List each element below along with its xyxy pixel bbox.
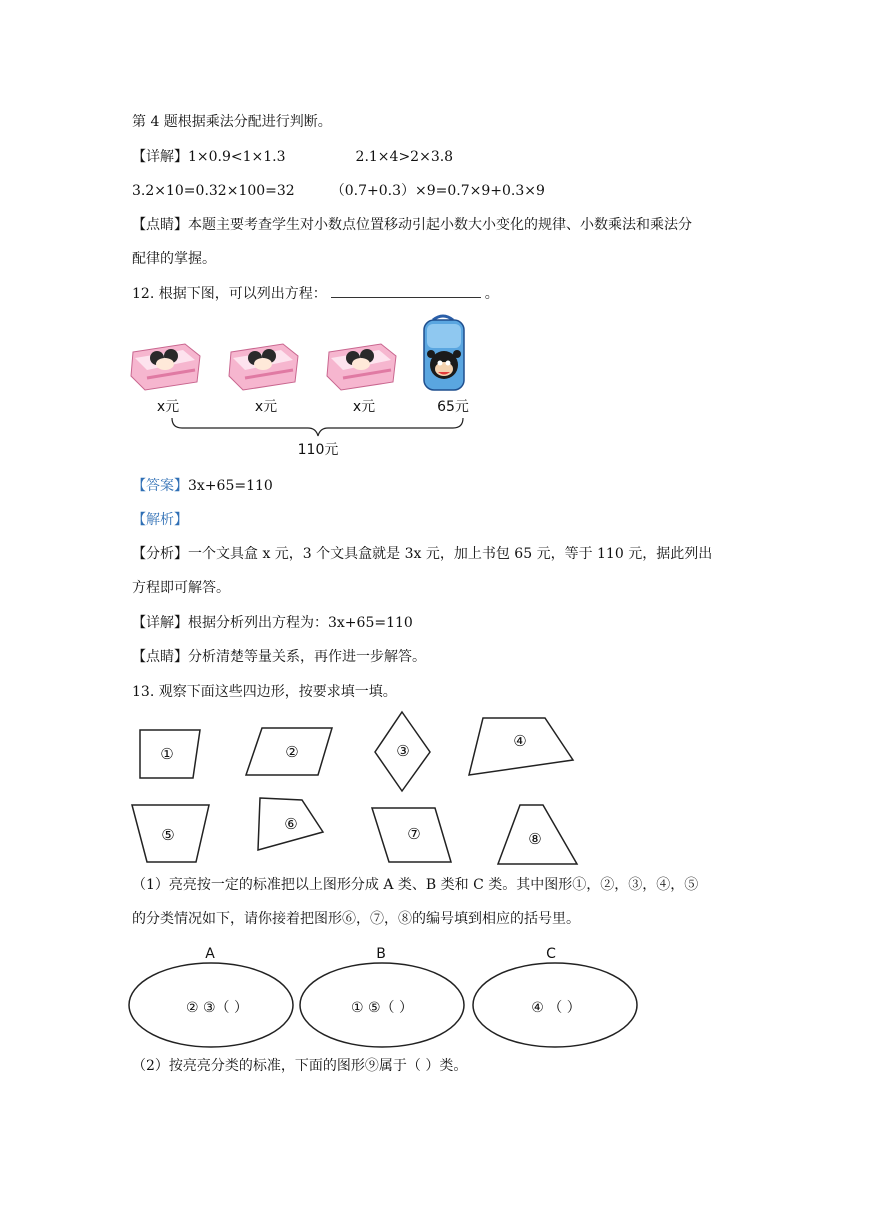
set-b-name: B bbox=[376, 946, 386, 962]
set-a-name: A bbox=[205, 946, 215, 962]
set-a-content[interactable]: ② ③（ ） bbox=[185, 1000, 249, 1016]
shape-5-label: ⑤ bbox=[161, 826, 175, 844]
text-line: 【分析】一个文具盒 x 元，3 个文具盒就是 3x 元，加上书包 65 元，等于 110 元，据此列出 bbox=[132, 546, 713, 562]
total-price: 110元 bbox=[297, 442, 339, 458]
text-line: 【详解】根据分析列出方程为：3x+65=110 bbox=[132, 615, 413, 631]
text-line: （1）亮亮按一定的标准把以上图形分成 A 类、B 类和 C 类。其中图形①，②，③，④，⑤ bbox=[132, 877, 699, 893]
shape-2-label: ② bbox=[285, 743, 299, 761]
text-line: （2）按亮亮分类的标准，下面的图形⑨属于（ ）类。 bbox=[132, 1058, 468, 1074]
shape-4-label: ④ bbox=[513, 732, 527, 750]
box-1-price: x元 bbox=[156, 399, 180, 415]
question-12-text: 12. 根据下图，可以列出方程： bbox=[132, 286, 327, 302]
shape-1-label: ① bbox=[160, 745, 174, 763]
text-line: 【点睛】分析清楚等量关系，再作进一步解答。 bbox=[132, 649, 426, 665]
shape-6-label: ⑥ bbox=[284, 815, 298, 833]
shape-7-label: ⑦ bbox=[407, 825, 421, 843]
box-3-price: x元 bbox=[352, 399, 376, 415]
equation-a: 3.2×10=0.32×100=32 bbox=[132, 183, 295, 199]
text-line: 的分类情况如下，请你接着把图形⑥，⑦，⑧的编号填到相应的括号里。 bbox=[132, 911, 580, 927]
question-12-end: 。 bbox=[484, 286, 499, 302]
detail-part-b: 2.1×4>2×3.8 bbox=[355, 149, 454, 165]
answer-tag: 【答案】 bbox=[132, 478, 188, 494]
shape-8-label: ⑧ bbox=[528, 830, 542, 848]
answer-text: 3x+65=110 bbox=[188, 478, 273, 494]
text-line: 【点睛】本题主要考查学生对小数点位置移动引起小数大小变化的规律、小数乘法和乘法分 bbox=[132, 217, 692, 233]
text-line: 配律的掌握。 bbox=[132, 251, 216, 267]
box-2-price: x元 bbox=[254, 399, 278, 415]
shape-3-label: ③ bbox=[396, 742, 410, 760]
text-line: 第 4 题根据乘法分配进行判断。 bbox=[132, 114, 332, 130]
analysis-tag: 【解析】 bbox=[132, 512, 188, 528]
set-c-name: C bbox=[546, 946, 556, 962]
bag-price: 65元 bbox=[437, 399, 469, 415]
set-c-content[interactable]: ④ （ ） bbox=[531, 1000, 581, 1016]
detail-part-a: 【详解】1×0.9<1×1.3 bbox=[132, 149, 286, 165]
set-b-content[interactable]: ① ⑤（ ） bbox=[350, 1000, 414, 1016]
question-13: 13. 观察下面这些四边形，按要求填一填。 bbox=[132, 684, 397, 700]
text-line: 方程即可解答。 bbox=[132, 580, 230, 596]
equation-b: （0.7+0.3）×9=0.7×9+0.3×9 bbox=[330, 183, 545, 199]
